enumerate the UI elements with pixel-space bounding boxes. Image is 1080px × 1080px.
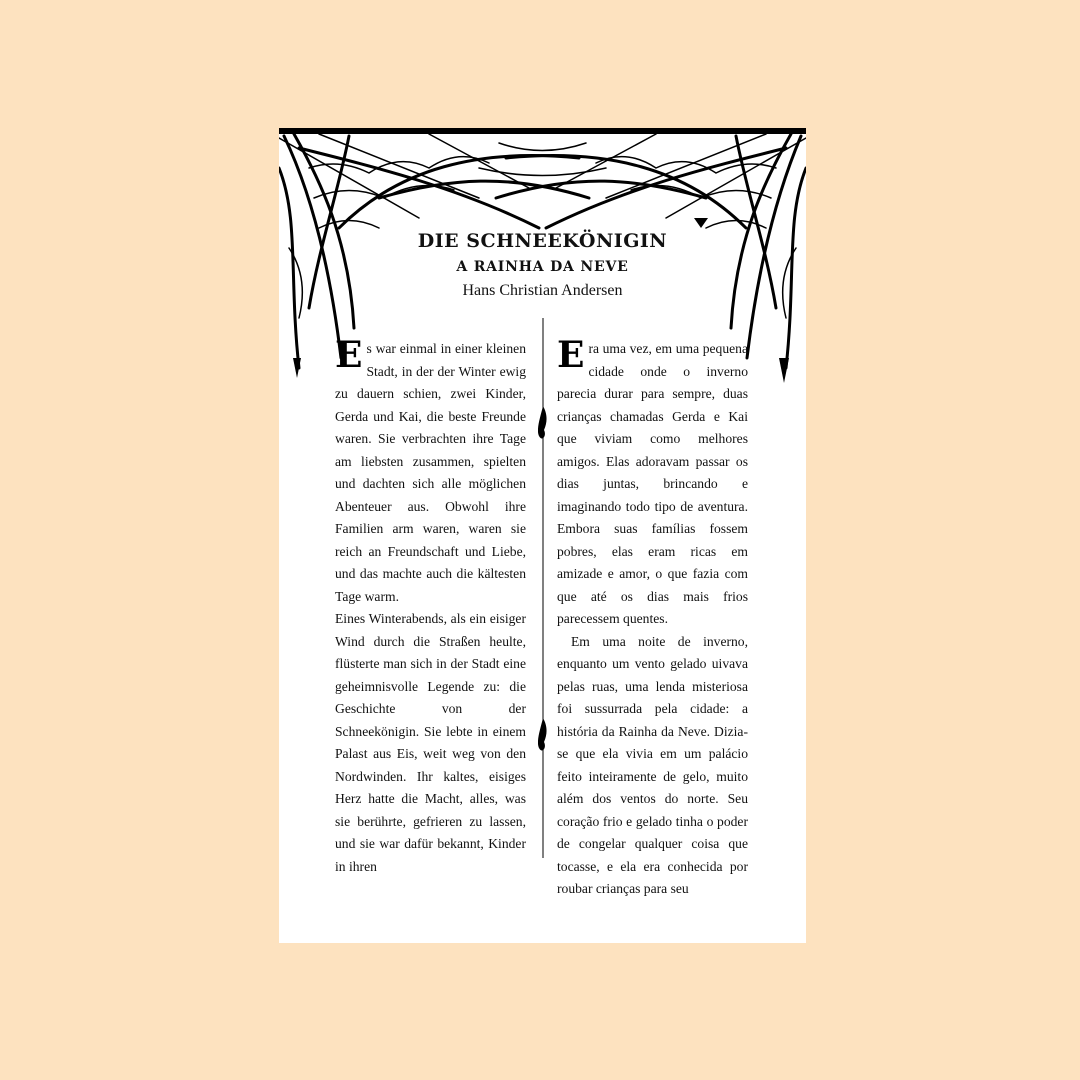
portuguese-paragraph-1 [557, 334, 748, 631]
portuguese-column [557, 334, 748, 901]
german-paragraph-1 [335, 334, 526, 608]
german-dropcap: E [335, 334, 363, 376]
german-column [335, 334, 526, 878]
title-german: DIE SCHNEEKÖNIGIN [417, 230, 668, 252]
title-portuguese: A RAINHA DA NEVE [456, 259, 629, 275]
book-page [279, 128, 806, 943]
portuguese-paragraph-1-text: ra uma vez, em uma pequena cidade onde o inverno parecia durar para sempre, duas crianças chamadas Gerda e Kai que viviam como melhores amigos. Elas adoravam passar os dias juntas, brincando e imaginando todo tipo de aventura. Embora suas famílias fossem pobres, elas eram ricas em amizade e amor, o que fazia com que até os dias mais frios parecessem quentes. [557, 341, 748, 626]
column-divider [538, 318, 548, 878]
german-paragraph-2: Eines Winterabends, als ein eisiger Wind durch die Straßen heulte, flüsterte man sich in der Stadt eine geheimnisvolle Legende zu: die Geschichte von der Schneekönigin. Sie lebte in einem Palast aus Eis, weit weg von den Nordwinden. Ihr kaltes, eisiges Herz hatte die Macht, alles, was sie berührte, gefrieren zu lassen, und sie war dafür bekannt, Kinder in ihren [335, 611, 526, 874]
german-paragraph-1-text: s war einmal in einer kleinen Stadt, in der der Winter ewig zu dauern schien, zwei Kinder, Gerda und Kai, die beste Freunde waren. Sie verbrachten ihre Tage am liebsten zusammen, spielten und dachten sich alle möglichen Abenteuer aus. Obwohl ihre Familien arm waren, waren sie reich an Freundschaft und Liebe, und das machte auch die kältesten Tage warm. [335, 341, 526, 604]
bat-ornament [538, 406, 547, 750]
portuguese-paragraph-2: Em uma noite de inverno, enquanto um vento gelado uivava pelas ruas, uma lenda misteriosa foi sussurrada pela cidade: a história da Rainha da Neve. Dizia-se que ela vivia em um palácio feito inteiramente de gelo, muito além dos ventos do norte. Seu coração frio e gelado tinha o poder de congelar qualquer coisa que tocasse, e ela era conhecida por roubar crianças para seu [557, 633, 748, 896]
author-name: Hans Christian Andersen [462, 282, 623, 299]
portuguese-dropcap: E [557, 334, 585, 376]
